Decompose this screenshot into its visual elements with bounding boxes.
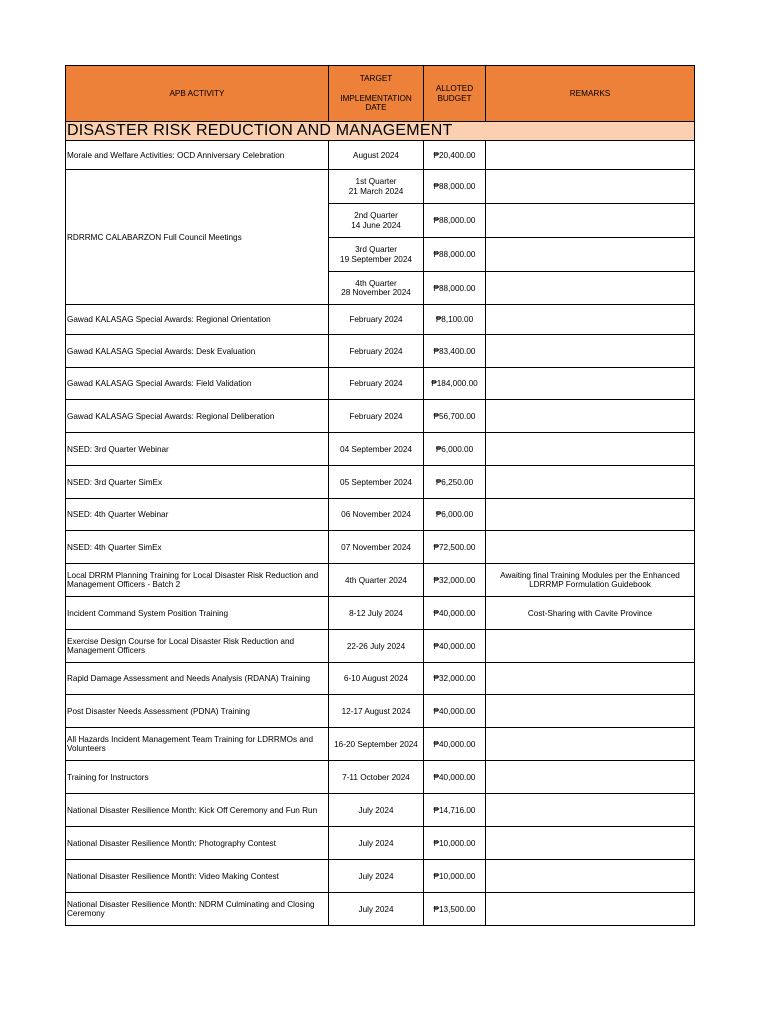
budget-cell: ₱10,000.00	[424, 827, 486, 860]
remarks-cell	[486, 335, 695, 368]
header-alloted-budget: ALLOTED BUDGET	[424, 66, 486, 122]
target-date-cell: 8-12 July 2024	[329, 597, 424, 630]
activity-cell: Incident Command System Position Training	[66, 597, 329, 630]
remarks-cell	[486, 531, 695, 564]
budget-cell: ₱10,000.00	[424, 860, 486, 893]
budget-cell: ₱20,400.00	[424, 141, 486, 170]
quarter-label: 2nd Quarter	[354, 211, 398, 221]
target-date-cell: July 2024	[329, 794, 424, 827]
budget-cell: ₱32,000.00	[424, 564, 486, 597]
budget-cell: ₱83,400.00	[424, 335, 486, 368]
target-date-cell: July 2024	[329, 893, 424, 926]
remarks-cell	[486, 860, 695, 893]
apb-activity-table	[65, 65, 695, 926]
target-date-cell: 6-10 August 2024	[329, 663, 424, 695]
activity-cell: NSED: 3rd Quarter Webinar	[66, 433, 329, 466]
budget-cell: ₱40,000.00	[424, 695, 486, 728]
target-date-cell	[329, 204, 424, 238]
remarks-cell	[486, 893, 695, 926]
remarks-cell	[486, 238, 695, 272]
section-row	[66, 122, 695, 141]
meeting-date: 14 June 2024	[351, 220, 401, 230]
activity-cell: Training for Instructors	[66, 761, 329, 794]
target-date-cell: February 2024	[329, 400, 424, 433]
budget-cell: ₱6,000.00	[424, 499, 486, 531]
remarks-cell	[486, 204, 695, 238]
budget-cell: ₱32,000.00	[424, 663, 486, 695]
remarks-cell	[486, 305, 695, 335]
header-apb-activity: APB ACTIVITY	[66, 66, 329, 122]
budget-cell: ₱184,000.00	[424, 368, 486, 400]
budget-cell: ₱72,500.00	[424, 531, 486, 564]
target-date-cell: 22-26 July 2024	[329, 630, 424, 663]
table-row	[66, 794, 695, 827]
table-row	[66, 466, 695, 499]
remarks-cell	[486, 400, 695, 433]
activity-cell: National Disaster Resilience Month: Photography Contest	[66, 827, 329, 860]
target-date-cell: 07 November 2024	[329, 531, 424, 564]
remarks-cell	[486, 794, 695, 827]
table-row	[66, 597, 695, 630]
table-row	[66, 761, 695, 794]
remarks-cell	[486, 827, 695, 860]
budget-cell: ₱13,500.00	[424, 893, 486, 926]
remarks-cell	[486, 272, 695, 305]
table-row	[66, 400, 695, 433]
activity-cell: National Disaster Resilience Month: NDRM Culminating and Closing Ceremony	[66, 893, 329, 926]
target-date-cell: February 2024	[329, 335, 424, 368]
remarks-cell	[486, 728, 695, 761]
section-title: DISASTER RISK REDUCTION AND MANAGEMENT	[66, 122, 695, 141]
budget-cell: ₱6,000.00	[424, 433, 486, 466]
table-row	[66, 827, 695, 860]
header-remarks: REMARKS	[486, 66, 695, 122]
activity-cell: Exercise Design Course for Local Disaster Risk Reduction and Management Officers	[66, 630, 329, 663]
target-date-cell	[329, 238, 424, 272]
activity-cell: Gawad KALASAG Special Awards: Desk Evaluation	[66, 335, 329, 368]
table-row	[66, 170, 695, 204]
budget-cell: ₱88,000.00	[424, 204, 486, 238]
header-target-date	[329, 66, 424, 122]
remarks-cell: Cost-Sharing with Cavite Province	[486, 597, 695, 630]
table-row	[66, 663, 695, 695]
remarks-cell	[486, 368, 695, 400]
budget-cell: ₱40,000.00	[424, 761, 486, 794]
quarter-label: 4th Quarter	[355, 278, 397, 288]
target-date-cell: February 2024	[329, 368, 424, 400]
budget-cell: ₱6,250.00	[424, 466, 486, 499]
quarter-label: 1st Quarter	[355, 177, 397, 187]
activity-cell: NSED: 3rd Quarter SimEx	[66, 466, 329, 499]
target-date-cell: August 2024	[329, 141, 424, 170]
target-date-cell: February 2024	[329, 305, 424, 335]
target-date-cell: 4th Quarter 2024	[329, 564, 424, 597]
table-row	[66, 141, 695, 170]
activity-cell: All Hazards Incident Management Team Training for LDRRMOs and Volunteers	[66, 728, 329, 761]
target-date-cell: July 2024	[329, 827, 424, 860]
remarks-cell	[486, 141, 695, 170]
activity-cell: Morale and Welfare Activities: OCD Anniversary Celebration	[66, 141, 329, 170]
table-row	[66, 368, 695, 400]
budget-cell: ₱88,000.00	[424, 170, 486, 204]
target-date-cell: 7-11 October 2024	[329, 761, 424, 794]
table-row	[66, 630, 695, 663]
target-date-cell: 12-17 August 2024	[329, 695, 424, 728]
table-row	[66, 335, 695, 368]
remarks-cell	[486, 433, 695, 466]
target-date-cell: July 2024	[329, 860, 424, 893]
header-target-label: TARGET	[359, 74, 393, 84]
table-row	[66, 305, 695, 335]
remarks-cell	[486, 761, 695, 794]
target-date-cell: 06 November 2024	[329, 499, 424, 531]
table-row	[66, 433, 695, 466]
table-header-row	[66, 66, 695, 122]
remarks-cell	[486, 695, 695, 728]
activity-cell: National Disaster Resilience Month: Video Making Contest	[66, 860, 329, 893]
table-row	[66, 893, 695, 926]
activity-cell: RDRRMC CALABARZON Full Council Meetings	[66, 170, 329, 305]
budget-cell: ₱40,000.00	[424, 728, 486, 761]
table-row	[66, 499, 695, 531]
budget-cell: ₱40,000.00	[424, 597, 486, 630]
target-date-cell: 04 September 2024	[329, 433, 424, 466]
meeting-date: 19 September 2024	[340, 254, 412, 264]
table-row	[66, 531, 695, 564]
target-date-cell	[329, 170, 424, 204]
budget-cell: ₱56,700.00	[424, 400, 486, 433]
remarks-cell	[486, 170, 695, 204]
budget-cell: ₱8,100.00	[424, 305, 486, 335]
activity-cell: NSED: 4th Quarter SimEx	[66, 531, 329, 564]
activity-cell: Gawad KALASAG Special Awards: Field Validation	[66, 368, 329, 400]
remarks-cell	[486, 466, 695, 499]
meeting-date: 28 November 2024	[341, 288, 411, 298]
budget-cell: ₱14,716.00	[424, 794, 486, 827]
activity-cell: NSED: 4th Quarter Webinar	[66, 499, 329, 531]
table-row	[66, 860, 695, 893]
target-date-cell	[329, 272, 424, 305]
remarks-cell	[486, 663, 695, 695]
activity-cell: Gawad KALASAG Special Awards: Regional Orientation	[66, 305, 329, 335]
table-row	[66, 728, 695, 761]
budget-cell: ₱40,000.00	[424, 630, 486, 663]
activity-cell: National Disaster Resilience Month: Kick Off Ceremony and Fun Run	[66, 794, 329, 827]
activity-cell: Post Disaster Needs Assessment (PDNA) Training	[66, 695, 329, 728]
target-date-cell: 05 September 2024	[329, 466, 424, 499]
remarks-cell	[486, 630, 695, 663]
activity-cell: Rapid Damage Assessment and Needs Analysis (RDANA) Training	[66, 663, 329, 695]
quarter-label: 3rd Quarter	[355, 245, 397, 255]
activity-cell: Gawad KALASAG Special Awards: Regional Deliberation	[66, 400, 329, 433]
meeting-date: 21 March 2024	[348, 186, 404, 196]
remarks-cell: Awaiting final Training Modules per the Enhanced LDRRMP Formulation Guidebook	[486, 564, 695, 597]
table-row	[66, 564, 695, 597]
activity-cell: Local DRRM Planning Training for Local Disaster Risk Reduction and Management Officers - Batch 2	[66, 564, 329, 597]
header-implementation-date-label: IMPLEMENTATION DATE	[340, 93, 412, 113]
budget-cell: ₱88,000.00	[424, 238, 486, 272]
budget-cell: ₱88,000.00	[424, 272, 486, 305]
table-row	[66, 695, 695, 728]
remarks-cell	[486, 499, 695, 531]
target-date-cell: 16-20 September 2024	[329, 728, 424, 761]
